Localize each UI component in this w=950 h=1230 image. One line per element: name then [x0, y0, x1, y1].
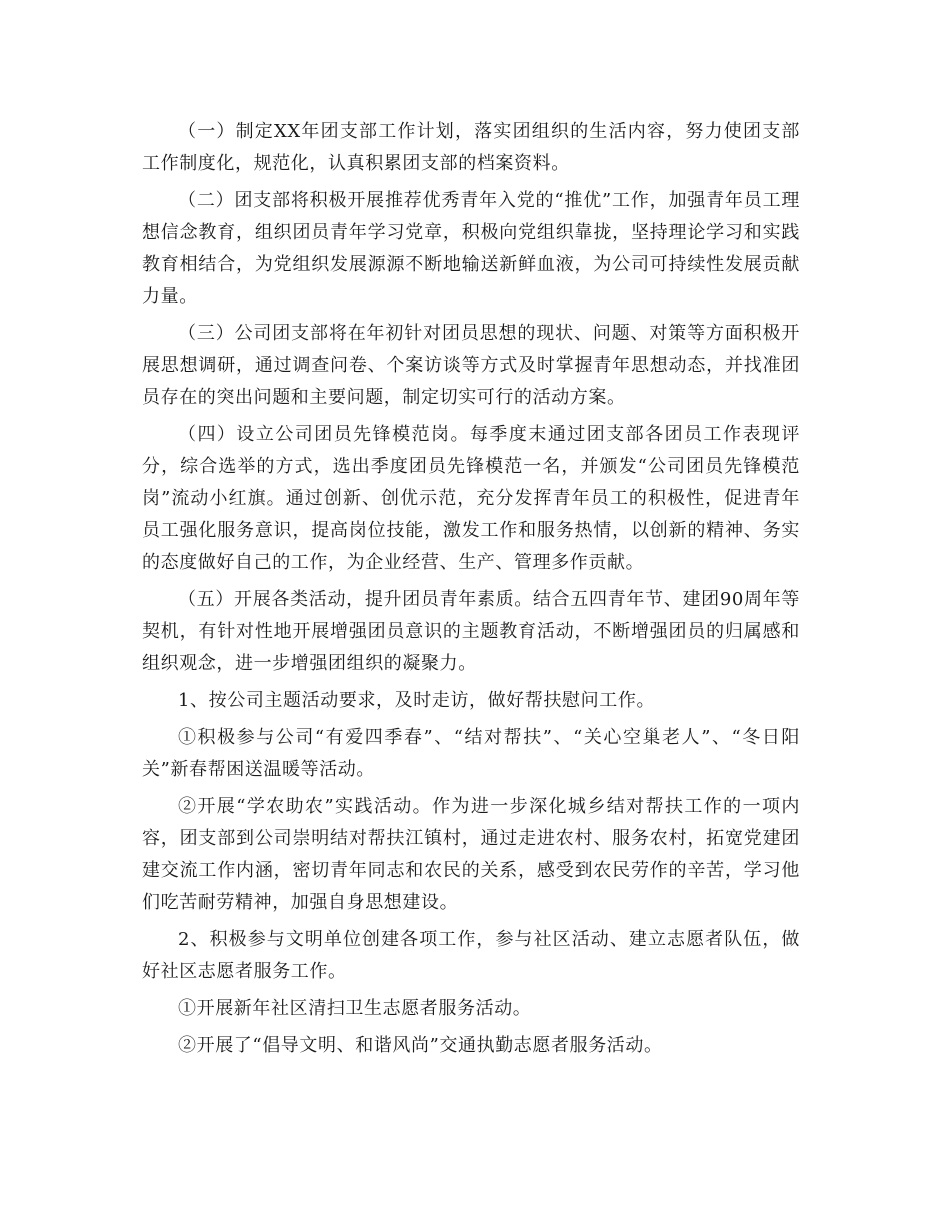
- paragraph-4: （四）设立公司团员先锋模范岗。每季度末通过团支部各团员工作表现评分，综合选举的方式，选出季度团员先锋模范一名，并颁发“公司团员先锋模范岗”流动小红旗。通过创新、创优示范，充分发挥青年员工的积极性，促进青年员工强化服务意识，提高岗位技能，激发工作和服务热情，以创新的精神、务实的态度做好自己的工作，为企业经营、生产、管理多作贡献。: [142, 424, 800, 573]
- paragraph-6: 1、按公司主题活动要求，及时走访，做好帮扶慰问工作。: [178, 690, 656, 711]
- paragraph-9: 2、积极参与文明单位创建各项工作，参与社区活动、建立志愿者队伍，做好社区志愿者服务工作。: [142, 929, 800, 982]
- paragraph-8: ②开展“学农助农”实践活动。作为进一步深化城乡结对帮扶工作的一项内容，团支部到公司崇明结对帮扶江镇村，通过走进农村、服务农村，拓宽党建团建交流工作内涵，密切青年同志和农民的关系，感受到农民劳作的辛苦，学习他们吃苦耐劳精神，加强自身思想建设。: [142, 796, 800, 913]
- paragraph-1: （一）制定XX年团支部工作计划，落实团组织的生活内容，努力使团支部工作制度化，规范化，认真积累团支部的档案资料。: [142, 121, 800, 174]
- paragraph-7: ①积极参与公司“有爱四季春”、“结对帮扶”、“关心空巢老人”、“冬日阳关”新春帮困送温暖等活动。: [142, 727, 800, 780]
- paragraph-3: （三）公司团支部将在年初针对团员思想的现状、问题、对策等方面积极开展思想调研，通过调查问卷、个案访谈等方式及时掌握青年思想动态，并找准团员存在的突出问题和主要问题，制定切实可行的活动方案。: [142, 323, 800, 408]
- paragraph-11: ②开展了“倡导文明、和谐风尚”交通执勤志愿者服务活动。: [178, 1035, 663, 1056]
- paragraph-5: （五）开展各类活动，提升团员青年素质。结合五四青年节、建团90周年等契机，有针对性地开展增强团员意识的主题教育活动，不断增强团员的归属感和组织观念，进一步增强团组织的凝聚力。: [142, 589, 800, 674]
- paragraph-10: ①开展新年社区清扫卫生志愿者服务活动。: [178, 998, 532, 1019]
- paragraph-2: （二）团支部将积极开展推荐优秀青年入党的“推优”工作，加强青年员工理想信念教育，组织团员青年学习党章，积极向党组织靠拢，坚持理论学习和实践教育相结合，为党组织发展源源不断地输送新鲜血液，为公司可持续性发展贡献力量。: [142, 190, 800, 307]
